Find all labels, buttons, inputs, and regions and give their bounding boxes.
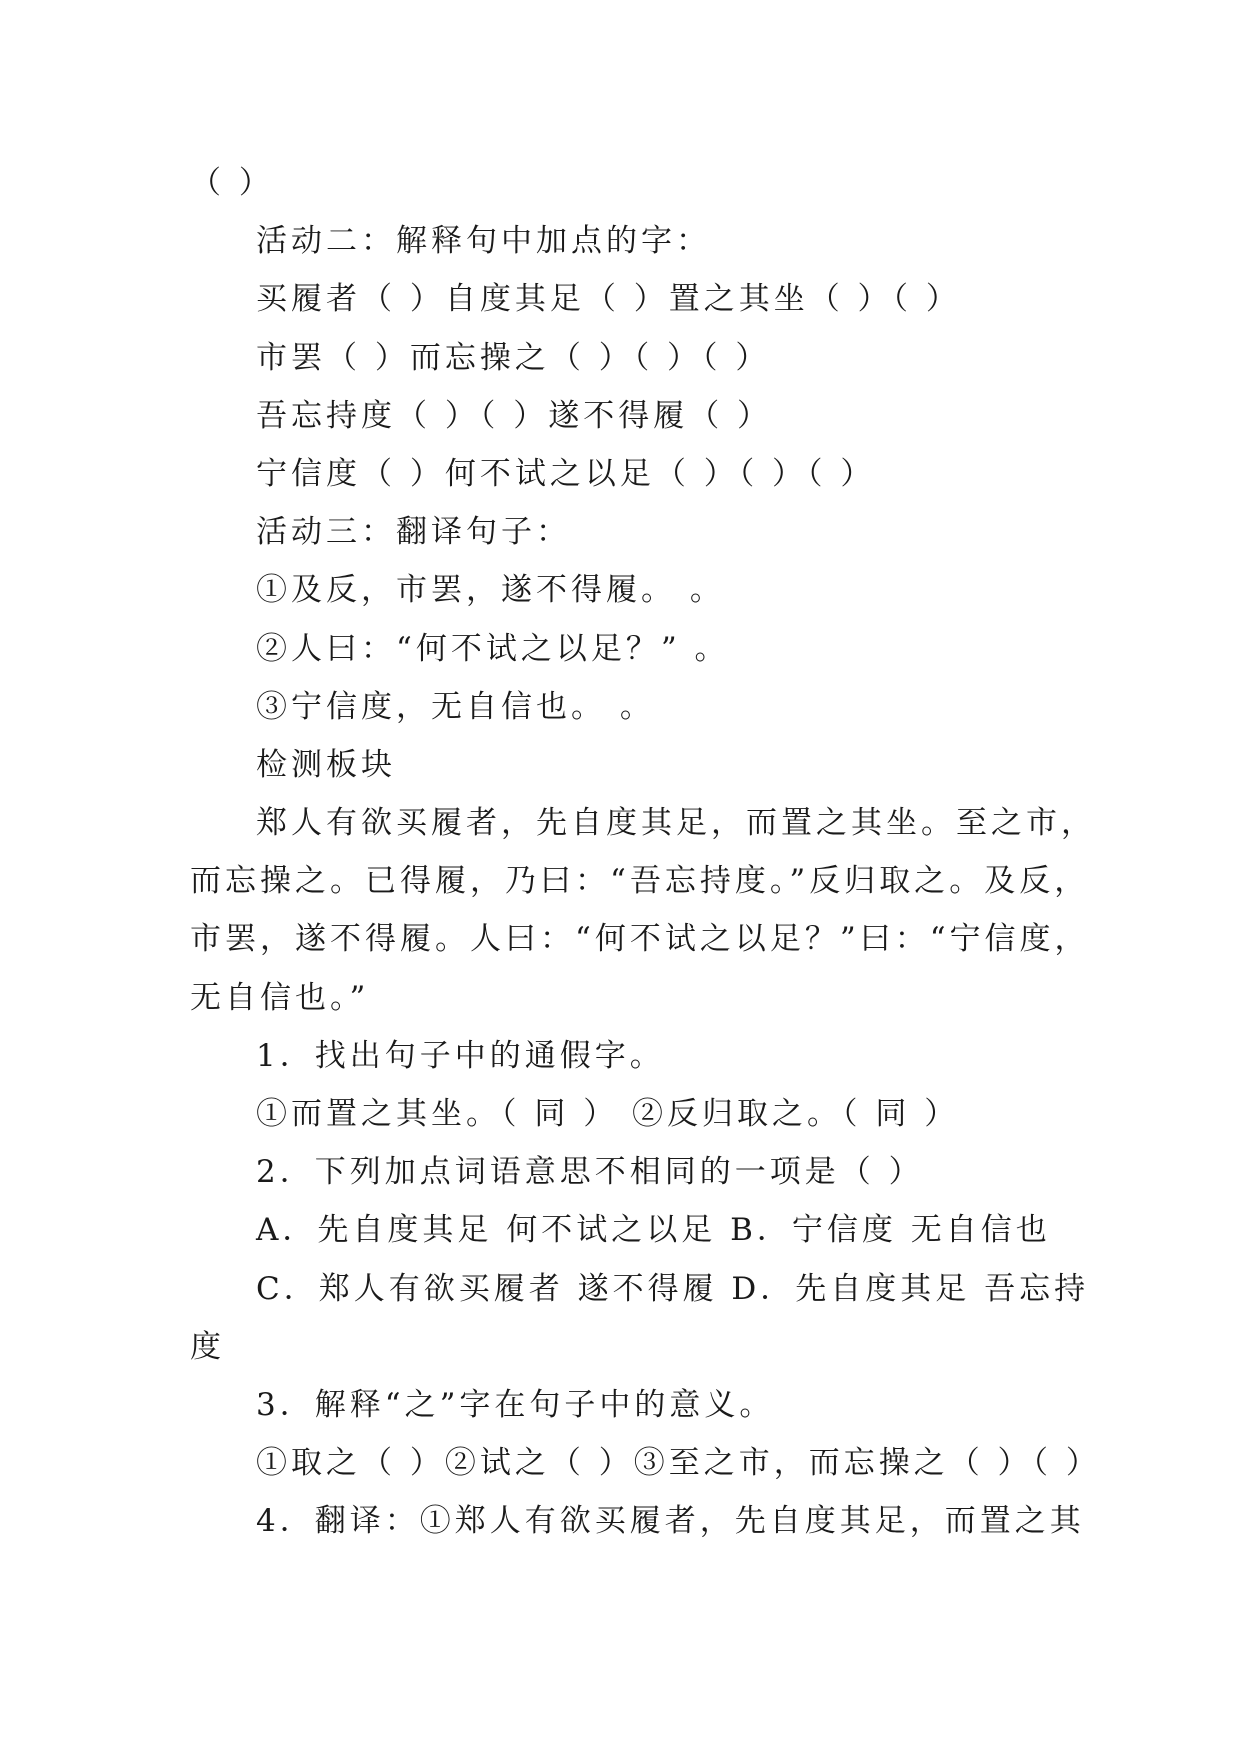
document-page [190, 154, 1101, 1551]
question-4: 4．翻译：①郑人有欲买履者，先自度其足，而置之其 [256, 1503, 1085, 1540]
passage-line-3: 市罢，遂不得履。人曰：“何不试之以足？”曰：“宁信度， [190, 921, 1090, 958]
question-1: 1．找出句子中的通假字。 [256, 1037, 665, 1074]
activity-two-heading: 活动二：解释句中加点的字： [256, 223, 711, 260]
question-3-items: ①取之（ ）②试之（ ）③至之市，而忘操之（ ）（ ） [256, 1445, 1101, 1482]
activity-three-heading: 活动三：翻译句子： [256, 514, 571, 551]
text-line-10: ③宁信度，无自信也。 。 [256, 688, 655, 725]
question-2-options-cd: C．郑人有欲买履者 遂不得履 D．先自度其足 吾忘持 [256, 1270, 1090, 1307]
text-line-4: 市罢（ ）而忘操之（ ）（ ）（ ） [256, 339, 771, 376]
text-line-9: ②人曰：“何不试之以足？” 。 [256, 630, 730, 667]
passage-line-2: 而忘操之。已得履，乃曰：“吾忘持度。”反归取之。及反， [190, 863, 1090, 900]
question-2: 2．下列加点词语意思不相同的一项是（ ） [256, 1154, 924, 1191]
text-line-1: （ ） [190, 165, 274, 201]
passage-line-1: 郑人有欲买履者，先自度其足，而置之其坐。至之市， [256, 805, 1096, 842]
passage-line-4: 无自信也。” [190, 979, 370, 1016]
text-line-3: 买履者（ ）自度其足（ ）置之其坐（ ）（ ） [256, 281, 961, 318]
question-2-options-ab: A．先自度其足 何不试之以足 B．宁信度 无自信也 [256, 1212, 1051, 1249]
text-line-8: ①及反，市罢，遂不得履。 。 [256, 572, 725, 609]
test-section-heading: 检测板块 [256, 746, 396, 783]
question-3: 3．解释“之”字在句子中的意义。 [256, 1386, 775, 1423]
question-1-items: ①而置之其坐。（ 同 ） ②反归取之。（ 同 ） [256, 1096, 960, 1132]
question-2-options-cd-cont: 度 [190, 1328, 225, 1365]
text-line-5: 吾忘持度（ ）（ ）遂不得履（ ） [256, 397, 773, 434]
text-line-6: 宁信度（ ）何不试之以足（ ）（ ）（ ） [256, 455, 876, 492]
